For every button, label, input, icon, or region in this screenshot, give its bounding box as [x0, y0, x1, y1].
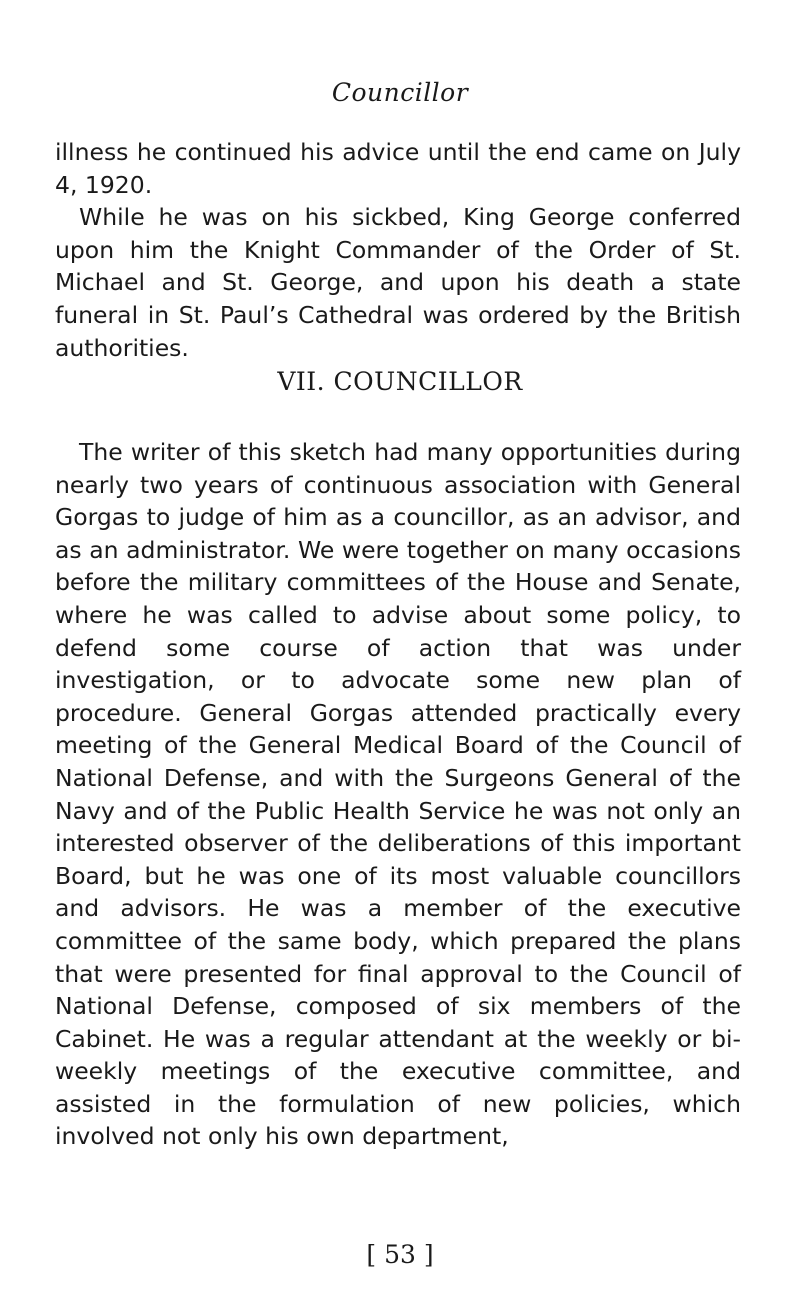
paragraph-continuation: illness he continued his advice until the end came on July 4, 1920. [55, 138, 741, 199]
text-block-main [55, 436, 741, 1153]
page-number: [ 53 ] [366, 1240, 434, 1269]
section-heading: VII. COUNCILLOR [277, 367, 523, 396]
running-head: Councillor [331, 78, 469, 107]
paragraph-sickbed: While he was on his sickbed, King George conferred upon him the Knight Commander of the Order of St. Michael and St. George, and upon his death a state funeral in St. Paul’s Cathedral was ordered by the British authorities. [55, 203, 741, 362]
paragraph-councillor: The writer of this sketch had many opportunities during nearly two years of continuous association with General Gorgas to judge of him as a councillor, as an advisor, and as an administrator. We were together on many occasions before the military committees of the House and Senate, where he was called to advise about some policy, to defend some course of action that was under investigation, or to advocate some new plan of procedure. General Gorgas attended practically every meeting of the General Medical Board of the Council of National Defense, and with the Surgeons General of the Navy and of the Public Health Service he was not only an interested observer of the deliberations of this important Board, but he was one of its most valuable councillors and advisors. He was a member of the executive committee of the same body, which prepared the plans that were presented for final approval to the Council of National Defense, composed of six members of the Cabinet. He was a regular attendant at the weekly or bi-weekly meetings of the executive committee, and assisted in the formulation of new policies, which involved not only his own department, [55, 438, 741, 1151]
text-block-top [55, 136, 741, 364]
